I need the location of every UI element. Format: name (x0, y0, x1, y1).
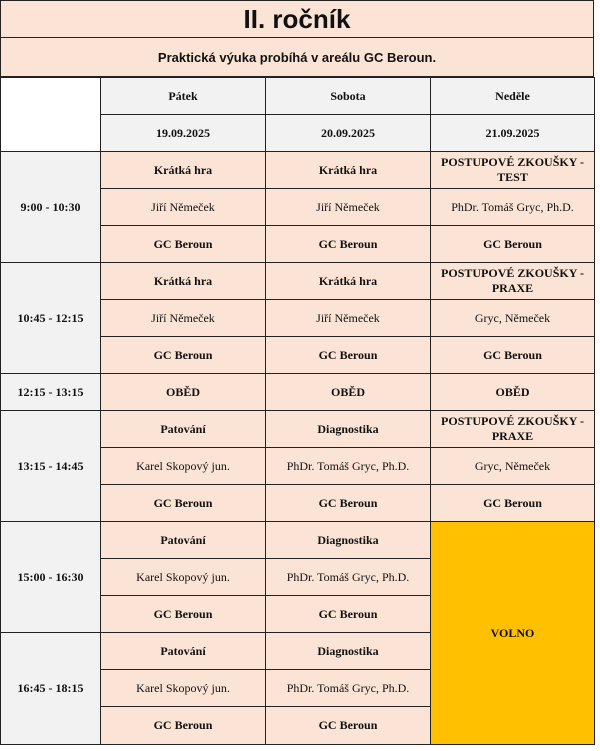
location-cell: GC Beroun (101, 707, 266, 745)
location-cell: GC Beroun (431, 485, 595, 522)
activity-cell: Diagnostika (266, 522, 431, 559)
activity-cell: Krátká hra (266, 263, 431, 300)
instructor-cell: Jiří Němeček (266, 189, 431, 226)
instructor-cell: Karel Skopový jun. (101, 559, 266, 596)
schedule-table (0, 77, 595, 745)
page-title: II. ročník (0, 0, 594, 38)
location-cell: GC Beroun (101, 226, 266, 263)
location-cell: GC Beroun (266, 485, 431, 522)
activity-cell: Patování (101, 633, 266, 670)
lunch-cell: OBĚD (431, 374, 595, 411)
activity-cell: POSTUPOVÉ ZKOUŠKY - PRAXE (431, 411, 595, 448)
activity-cell: Krátká hra (266, 152, 431, 189)
date-header-saturday: 20.09.2025 (266, 115, 431, 152)
location-cell: GC Beroun (266, 226, 431, 263)
activity-cell: Krátká hra (101, 263, 266, 300)
time-slot: 9:00 - 10:30 (1, 152, 101, 263)
location-cell: GC Beroun (266, 707, 431, 745)
time-slot: 13:15 - 14:45 (1, 411, 101, 522)
instructor-cell: Karel Skopový jun. (101, 448, 266, 485)
page-subtitle: Praktická výuka probíhá v areálu GC Beroun. (0, 38, 594, 77)
activity-cell: POSTUPOVÉ ZKOUŠKY - PRAXE (431, 263, 595, 300)
location-cell: GC Beroun (431, 226, 595, 263)
free-day-cell: VOLNO (431, 522, 595, 745)
day-header-friday: Pátek (101, 78, 266, 115)
activity-cell: POSTUPOVÉ ZKOUŠKY - TEST (431, 152, 595, 189)
instructor-cell: Jiří Němeček (101, 189, 266, 226)
instructor-cell: PhDr. Tomáš Gryc, Ph.D. (431, 189, 595, 226)
lunch-cell: OBĚD (101, 374, 266, 411)
date-header-sunday: 21.09.2025 (431, 115, 595, 152)
activity-cell: Diagnostika (266, 411, 431, 448)
location-cell: GC Beroun (101, 596, 266, 633)
instructor-cell: PhDr. Tomáš Gryc, Ph.D. (266, 448, 431, 485)
activity-cell: Krátká hra (101, 152, 266, 189)
lunch-cell: OBĚD (266, 374, 431, 411)
date-header-friday: 19.09.2025 (101, 115, 266, 152)
instructor-cell: Gryc, Němeček (431, 300, 595, 337)
day-header-saturday: Sobota (266, 78, 431, 115)
instructor-cell: Jiří Němeček (101, 300, 266, 337)
instructor-cell: Jiří Němeček (266, 300, 431, 337)
time-slot: 16:45 - 18:15 (1, 633, 101, 745)
day-header-sunday: Neděle (431, 78, 595, 115)
activity-cell: Patování (101, 411, 266, 448)
instructor-cell: PhDr. Tomáš Gryc, Ph.D. (266, 559, 431, 596)
location-cell: GC Beroun (431, 337, 595, 374)
activity-cell: Diagnostika (266, 633, 431, 670)
instructor-cell: PhDr. Tomáš Gryc, Ph.D. (266, 670, 431, 707)
location-cell: GC Beroun (266, 596, 431, 633)
time-slot: 12:15 - 13:15 (1, 374, 101, 411)
time-slot: 15:00 - 16:30 (1, 522, 101, 633)
location-cell: GC Beroun (101, 337, 266, 374)
time-slot: 10:45 - 12:15 (1, 263, 101, 374)
activity-cell: Patování (101, 522, 266, 559)
location-cell: GC Beroun (266, 337, 431, 374)
instructor-cell: Karel Skopový jun. (101, 670, 266, 707)
location-cell: GC Beroun (101, 485, 266, 522)
instructor-cell: Gryc, Němeček (431, 448, 595, 485)
corner-cell (1, 78, 101, 152)
